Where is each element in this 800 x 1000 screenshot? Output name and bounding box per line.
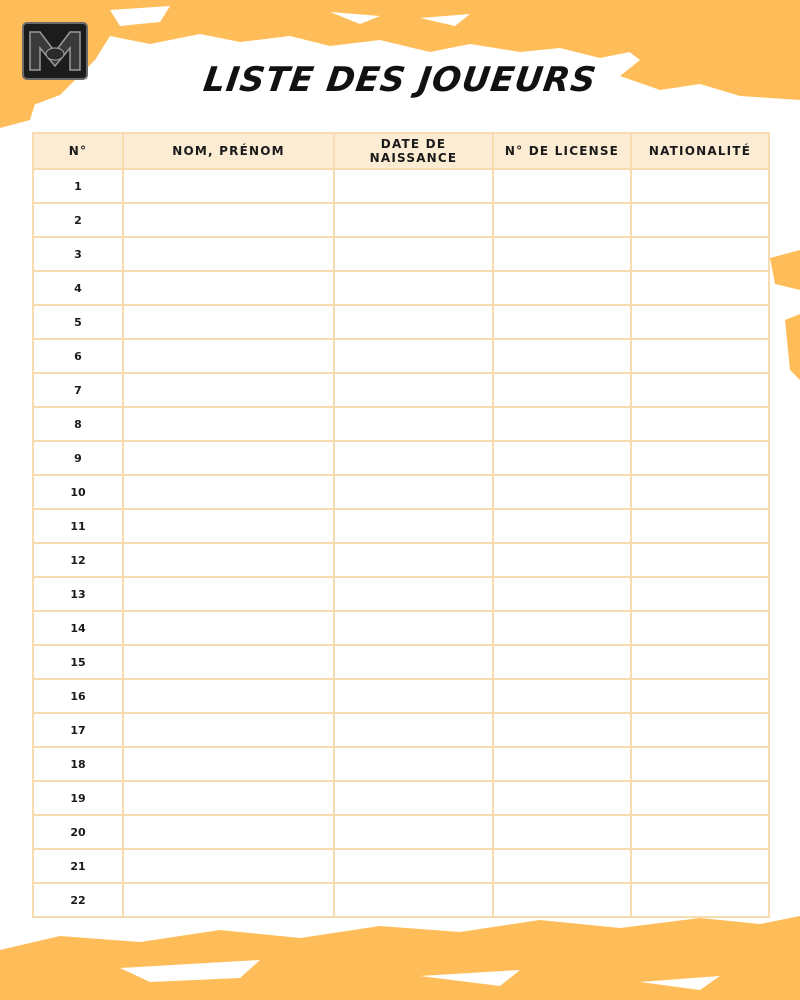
nationality-cell[interactable] bbox=[631, 645, 769, 679]
birthdate-cell[interactable] bbox=[334, 237, 493, 271]
nationality-cell[interactable] bbox=[631, 271, 769, 305]
header-name: NOM, PRÉNOM bbox=[123, 133, 334, 169]
nationality-cell[interactable] bbox=[631, 407, 769, 441]
birthdate-cell[interactable] bbox=[334, 577, 493, 611]
birthdate-cell[interactable] bbox=[334, 475, 493, 509]
nationality-cell[interactable] bbox=[631, 883, 769, 917]
row-number: 18 bbox=[33, 747, 123, 781]
name-cell[interactable] bbox=[123, 645, 334, 679]
nationality-cell[interactable] bbox=[631, 747, 769, 781]
row-number: 1 bbox=[33, 169, 123, 203]
name-cell[interactable] bbox=[123, 407, 334, 441]
table-row bbox=[33, 645, 769, 679]
header-license-number: N° DE LICENSE bbox=[493, 133, 631, 169]
birthdate-cell[interactable] bbox=[334, 169, 493, 203]
table-row bbox=[33, 169, 769, 203]
table-row bbox=[33, 747, 769, 781]
nationality-cell[interactable] bbox=[631, 849, 769, 883]
birthdate-cell[interactable] bbox=[334, 781, 493, 815]
name-cell[interactable] bbox=[123, 713, 334, 747]
row-number: 16 bbox=[33, 679, 123, 713]
nationality-cell[interactable] bbox=[631, 781, 769, 815]
row-number: 10 bbox=[33, 475, 123, 509]
nationality-cell[interactable] bbox=[631, 203, 769, 237]
birthdate-cell[interactable] bbox=[334, 713, 493, 747]
license-number-cell[interactable] bbox=[493, 339, 631, 373]
table-row bbox=[33, 237, 769, 271]
name-cell[interactable] bbox=[123, 339, 334, 373]
row-number: 5 bbox=[33, 305, 123, 339]
table-row bbox=[33, 883, 769, 917]
birthdate-cell[interactable] bbox=[334, 305, 493, 339]
license-number-cell[interactable] bbox=[493, 747, 631, 781]
name-cell[interactable] bbox=[123, 781, 334, 815]
row-number: 13 bbox=[33, 577, 123, 611]
license-number-cell[interactable] bbox=[493, 849, 631, 883]
header-number: N° bbox=[33, 133, 123, 169]
row-number: 21 bbox=[33, 849, 123, 883]
license-number-cell[interactable] bbox=[493, 305, 631, 339]
page-title: LISTE DES JOUEURS bbox=[200, 60, 600, 100]
nationality-cell[interactable] bbox=[631, 169, 769, 203]
license-number-cell[interactable] bbox=[493, 271, 631, 305]
birthdate-cell[interactable] bbox=[334, 849, 493, 883]
license-number-cell[interactable] bbox=[493, 407, 631, 441]
nationality-cell[interactable] bbox=[631, 815, 769, 849]
birthdate-cell[interactable] bbox=[334, 747, 493, 781]
row-number: 3 bbox=[33, 237, 123, 271]
name-cell[interactable] bbox=[123, 815, 334, 849]
name-cell[interactable] bbox=[123, 475, 334, 509]
header-nationality: NATIONALITÉ bbox=[631, 133, 769, 169]
birthdate-cell[interactable] bbox=[334, 441, 493, 475]
birthdate-cell[interactable] bbox=[334, 543, 493, 577]
birthdate-cell[interactable] bbox=[334, 611, 493, 645]
row-number: 17 bbox=[33, 713, 123, 747]
table-row bbox=[33, 441, 769, 475]
table-row bbox=[33, 509, 769, 543]
row-number: 20 bbox=[33, 815, 123, 849]
license-number-cell[interactable] bbox=[493, 237, 631, 271]
license-number-cell[interactable] bbox=[493, 883, 631, 917]
birthdate-cell[interactable] bbox=[334, 679, 493, 713]
nationality-cell[interactable] bbox=[631, 543, 769, 577]
license-number-cell[interactable] bbox=[493, 577, 631, 611]
table-row bbox=[33, 543, 769, 577]
name-cell[interactable] bbox=[123, 441, 334, 475]
birthdate-cell[interactable] bbox=[334, 883, 493, 917]
name-cell[interactable] bbox=[123, 543, 334, 577]
name-cell[interactable] bbox=[123, 169, 334, 203]
row-number: 11 bbox=[33, 509, 123, 543]
name-cell[interactable] bbox=[123, 373, 334, 407]
license-number-cell[interactable] bbox=[493, 611, 631, 645]
table-row bbox=[33, 577, 769, 611]
table-row bbox=[33, 849, 769, 883]
nationality-cell[interactable] bbox=[631, 237, 769, 271]
license-number-cell[interactable] bbox=[493, 373, 631, 407]
birthdate-cell[interactable] bbox=[334, 509, 493, 543]
name-cell[interactable] bbox=[123, 849, 334, 883]
name-cell[interactable] bbox=[123, 577, 334, 611]
license-number-cell[interactable] bbox=[493, 441, 631, 475]
license-number-cell[interactable] bbox=[493, 645, 631, 679]
birthdate-cell[interactable] bbox=[334, 373, 493, 407]
table-row bbox=[33, 815, 769, 849]
license-number-cell[interactable] bbox=[493, 475, 631, 509]
table-row bbox=[33, 679, 769, 713]
table-row bbox=[33, 339, 769, 373]
table-row bbox=[33, 203, 769, 237]
license-number-cell[interactable] bbox=[493, 815, 631, 849]
row-number: 15 bbox=[33, 645, 123, 679]
nationality-cell[interactable] bbox=[631, 577, 769, 611]
row-number: 2 bbox=[33, 203, 123, 237]
row-number: 7 bbox=[33, 373, 123, 407]
name-cell[interactable] bbox=[123, 203, 334, 237]
birthdate-cell[interactable] bbox=[334, 645, 493, 679]
license-number-cell[interactable] bbox=[493, 509, 631, 543]
row-number: 22 bbox=[33, 883, 123, 917]
table-row bbox=[33, 611, 769, 645]
paint-stroke-right bbox=[770, 250, 800, 290]
table-row bbox=[33, 373, 769, 407]
birthdate-cell[interactable] bbox=[334, 203, 493, 237]
table-body bbox=[33, 169, 769, 917]
table-row bbox=[33, 271, 769, 305]
table-row bbox=[33, 305, 769, 339]
row-number: 4 bbox=[33, 271, 123, 305]
birthdate-cell[interactable] bbox=[334, 815, 493, 849]
nationality-cell[interactable] bbox=[631, 475, 769, 509]
nationality-cell[interactable] bbox=[631, 509, 769, 543]
name-cell[interactable] bbox=[123, 237, 334, 271]
license-number-cell[interactable] bbox=[493, 679, 631, 713]
name-cell[interactable] bbox=[123, 679, 334, 713]
name-cell[interactable] bbox=[123, 509, 334, 543]
nationality-cell[interactable] bbox=[631, 441, 769, 475]
table-header-row bbox=[33, 133, 769, 169]
player-list-table bbox=[32, 132, 770, 918]
header-birthdate: DATE DE NAISSANCE bbox=[334, 133, 493, 169]
birthdate-cell[interactable] bbox=[334, 271, 493, 305]
birthdate-cell[interactable] bbox=[334, 407, 493, 441]
nationality-cell[interactable] bbox=[631, 611, 769, 645]
license-number-cell[interactable] bbox=[493, 713, 631, 747]
name-cell[interactable] bbox=[123, 271, 334, 305]
birthdate-cell[interactable] bbox=[334, 339, 493, 373]
nationality-cell[interactable] bbox=[631, 713, 769, 747]
row-number: 14 bbox=[33, 611, 123, 645]
table-row bbox=[33, 781, 769, 815]
nationality-cell[interactable] bbox=[631, 339, 769, 373]
license-number-cell[interactable] bbox=[493, 543, 631, 577]
license-number-cell[interactable] bbox=[493, 203, 631, 237]
nationality-cell[interactable] bbox=[631, 679, 769, 713]
table-row bbox=[33, 407, 769, 441]
row-number: 6 bbox=[33, 339, 123, 373]
row-number: 9 bbox=[33, 441, 123, 475]
paint-stroke-bottom bbox=[0, 916, 800, 1000]
name-cell[interactable] bbox=[123, 305, 334, 339]
license-number-cell[interactable] bbox=[493, 781, 631, 815]
table-row bbox=[33, 475, 769, 509]
row-number: 8 bbox=[33, 407, 123, 441]
license-number-cell[interactable] bbox=[493, 169, 631, 203]
name-cell[interactable] bbox=[123, 611, 334, 645]
nationality-cell[interactable] bbox=[631, 373, 769, 407]
nationality-cell[interactable] bbox=[631, 305, 769, 339]
table-row bbox=[33, 713, 769, 747]
row-number: 12 bbox=[33, 543, 123, 577]
name-cell[interactable] bbox=[123, 747, 334, 781]
row-number: 19 bbox=[33, 781, 123, 815]
name-cell[interactable] bbox=[123, 883, 334, 917]
